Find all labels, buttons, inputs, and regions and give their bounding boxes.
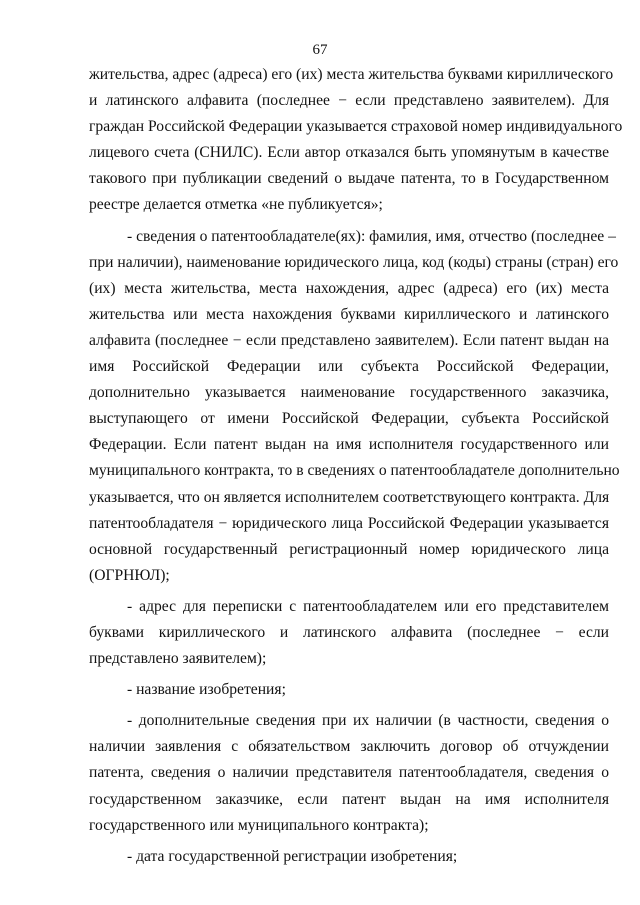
text-line: - дополнительные сведения при их наличии (в частности, сведения о <box>127 712 609 730</box>
text-line: дополнительно указывается наименование государственного заказчика, <box>89 384 609 402</box>
paragraph-author-details <box>89 62 623 219</box>
text-line: реестре делается отметка «не публикуется»; <box>89 196 383 214</box>
text-line: жительства, адрес (адреса) его (их) места жительства буквами кириллического <box>89 66 614 83</box>
document-body <box>89 62 623 870</box>
text-line: алфавита (последнее − если представлено заявителем). Если патент выдан на <box>89 331 609 349</box>
text-line: основной государственный регистрационный номер юридического лица <box>89 540 609 558</box>
text-line: Федерации. Если патент выдан на имя исполнителя государственного или <box>89 436 609 454</box>
text-line: и латинского алфавита (последнее − если представлено заявителем). Для <box>89 92 609 110</box>
text-line: - сведения о патентообладателе(ях): фамилия, имя, отчество (последнее – <box>127 227 616 245</box>
text-line: патента, сведения о наличии представителя патентообладателя, сведения о <box>89 764 609 782</box>
paragraph-invention-title <box>89 677 609 703</box>
text-line: лицевого счета (СНИЛС). Если автор отказался быть упомянутым в качестве <box>89 144 609 162</box>
text-line: граждан Российской Федерации указывается страховой номер индивидуального <box>89 118 623 136</box>
text-line: такового при публикации сведений о выдаче патента, то в Государственном <box>89 170 609 188</box>
text-line: выступающего от имени Российской Федерации, субъекта Российской <box>89 410 609 428</box>
text-line: патентообладателя − юридического лица Российской Федерации указывается <box>89 514 609 532</box>
text-line: муниципального контракта, то в сведениях о патентообладателе дополнительно <box>89 462 620 480</box>
paragraph-correspondence-address <box>89 594 609 672</box>
text-line: государственного или муниципального контракта); <box>89 816 429 834</box>
text-line: государственном заказчике, если патент выдан на имя исполнителя <box>89 790 609 808</box>
paragraph-registration-date <box>89 844 609 870</box>
text-line: - адрес для переписки с патентообладателем или его представителем <box>127 597 609 615</box>
text-line: (их) места жительства, места нахождения, адрес (адреса) его (их) места <box>89 279 609 297</box>
text-line: жительства или места нахождения буквами кириллического и латинского <box>89 305 609 323</box>
text-line: (ОГРНЮЛ); <box>89 566 170 584</box>
text-line: указывается, что он является исполнителем соответствующего контракта. Для <box>89 488 610 506</box>
text-line: - название изобретения; <box>127 681 286 699</box>
page-number: 67 <box>312 42 328 58</box>
paragraph-patent-holder <box>89 224 620 589</box>
text-line: наличии заявления с обязательством заключить договор об отчуждении <box>89 738 609 756</box>
text-line: буквами кириллического и латинского алфавита (последнее − если <box>89 623 609 641</box>
text-line: представлено заявителем); <box>89 650 267 668</box>
text-line: - дата государственной регистрации изобретения; <box>127 847 458 865</box>
text-line: при наличии), наименование юридического лица, код (коды) страны (стран) его <box>89 253 619 271</box>
text-line: имя Российской Федерации или субъекта Российской Федерации, <box>89 358 609 376</box>
paragraph-additional-info <box>89 708 609 838</box>
